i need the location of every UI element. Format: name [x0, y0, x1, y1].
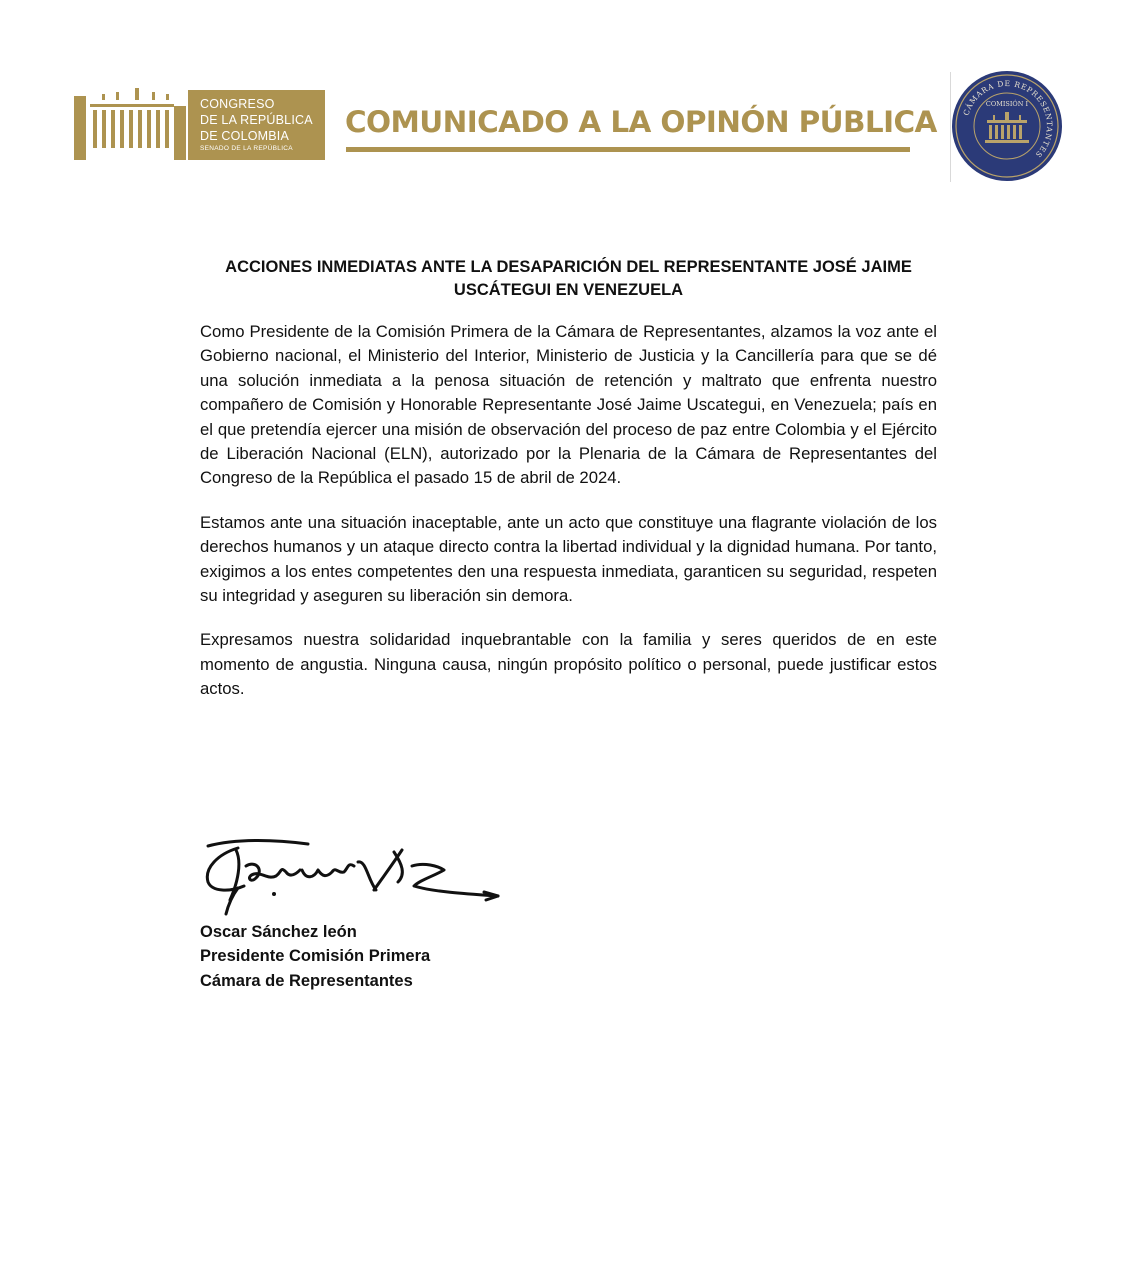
seal-top-text: COMISIÓN I	[985, 100, 1029, 108]
document-title: COMUNICADO A LA OPINÓN PÚBLICA	[345, 105, 937, 139]
handwritten-signature	[198, 836, 504, 918]
signer-name: Oscar Sánchez león	[200, 923, 357, 941]
capitol-building-icon	[72, 84, 188, 162]
document-heading: ACCIONES INMEDIATAS ANTE LA DESAPARICIÓN DEL REPRESENTANTE JOSÉ JAIME USCÁTEGUI EN VENEZUELA	[225, 258, 912, 299]
logo-line-2: DE LA REPÚBLICA	[200, 113, 313, 127]
title-underline	[346, 147, 910, 152]
document-body	[200, 256, 937, 722]
paragraph-1: Como Presidente de la Comisión Primera de la Cámara de Representantes, alzamos la voz ante el Gobierno nacional, el Ministerio del Interior, Ministerio de Justicia y la Cancillería para que se dé una solución inmediata a la penosa situación de retención y maltrato que enfrenta nuestro compañero de Comisión y Honorable Representante José Jaime Uscategui, en Venezuela; país en el que pretendía ejercer una misión de observación del proceso de paz entre Colombia y el Ejército de Liberación Nacional (ELN), autorizado por la Plenaria de la Cámara de Representantes del Congreso de la República el pasado 15 de abril de 2024.	[200, 322, 937, 488]
letterhead	[0, 0, 1134, 200]
logo-line-1: CONGRESO	[200, 97, 275, 111]
signer-position: Presidente Comisión Primera	[200, 947, 431, 966]
logo-line-3: DE COLOMBIA	[200, 129, 290, 143]
signer-block	[200, 920, 430, 993]
congreso-logo	[72, 84, 326, 162]
paragraph-2: Estamos ante una situación inaceptable, ante un acto que constituye una flagrante violación de los derechos humanos y un ataque directo contra la libertad individual y la dignidad humana. Por tanto, exigimos a los entes competentes den una respuesta inmediata, garanticen su seguridad, respeten su integridad y aseguren su liberación sin demora.	[200, 512, 937, 606]
camara-seal-icon	[951, 70, 1063, 182]
logo-subline: SENADO DE LA REPÚBLICA	[200, 145, 293, 152]
seal-ring-text: CÁMARA DE REPRESENTANTES	[961, 78, 1055, 160]
congreso-logo-box	[188, 90, 325, 160]
signer-institution: Cámara de Representantes	[200, 971, 413, 990]
paragraph-3: Expresamos nuestra solidaridad inquebrantable con la familia y seres queridos de en este momento de angustia. Ninguna causa, ningún propósito político o personal, puede justificar estos actos.	[200, 630, 937, 699]
